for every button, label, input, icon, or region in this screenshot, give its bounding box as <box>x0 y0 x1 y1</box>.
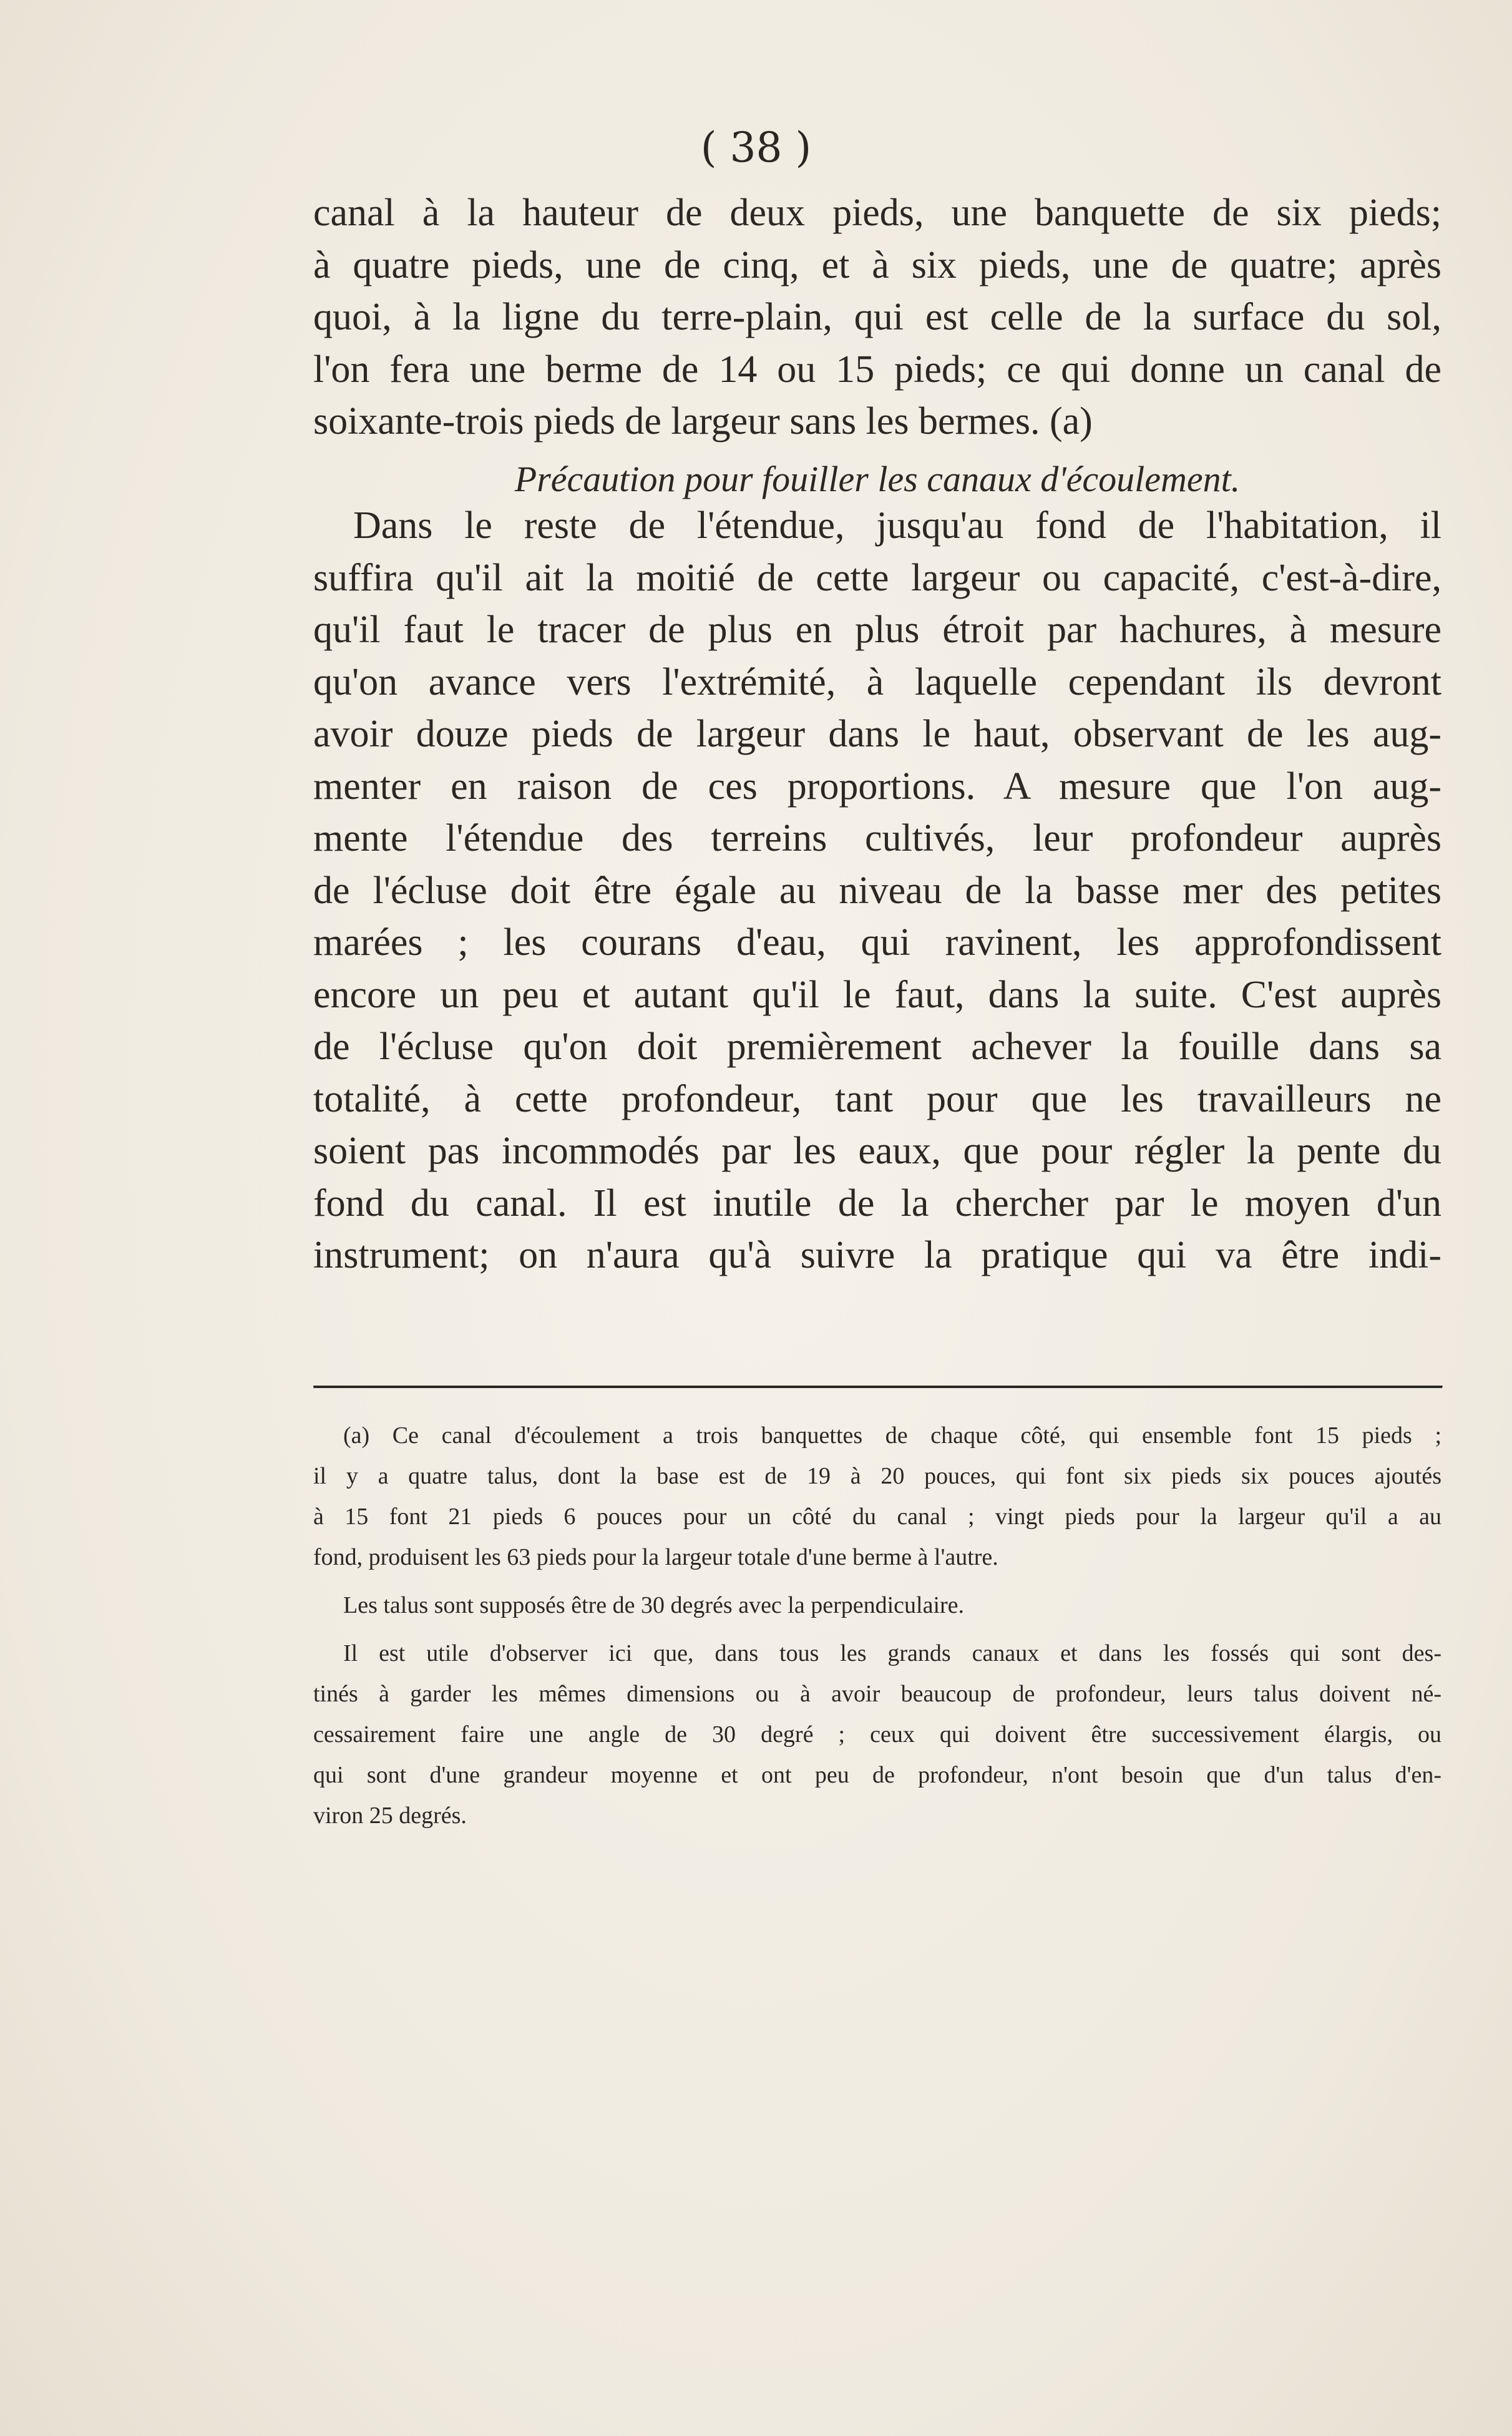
text-line: de l'écluse doit être égale au niveau de la basse mer des petites <box>313 869 1441 912</box>
text-line: canal à la hauteur de deux pieds, une banquette de six pieds; <box>313 192 1441 234</box>
text-line: avoir douze pieds de largeur dans le haut, observant de les aug- <box>313 713 1441 755</box>
footnote-line: qui sont d'une grandeur moyenne et ont peu de profondeur, n'ont besoin que d'un talus d'en- <box>313 1762 1441 1788</box>
text-line: menter en raison de ces proportions. A mesure que l'on aug- <box>313 765 1441 808</box>
text-line: soient pas incommodés par les eaux, que pour régler la pente du <box>313 1130 1441 1172</box>
footnote-line: tinés à garder les mêmes dimensions ou à avoir beaucoup de profondeur, leurs talus doivent né- <box>313 1681 1441 1707</box>
text-line: totalité, à cette profondeur, tant pour que les travailleurs ne <box>313 1077 1441 1120</box>
text-line: quoi, à la ligne du terre-plain, qui est celle de la surface du sol, <box>313 296 1441 338</box>
footnote-talus <box>313 1585 1441 1626</box>
text-line: qu'on avance vers l'extrémité, à laquelle cependant ils devront <box>313 660 1441 703</box>
page-number: ( 38 ) <box>700 124 812 172</box>
footnote-line: Il est utile d'observer ici que, dans tous les grands canaux et dans les fossés qui sont des- <box>343 1640 1441 1666</box>
text-line: fond du canal. Il est inutile de la chercher par le moyen d'un <box>313 1181 1441 1225</box>
text-line: à quatre pieds, une de cinq, et à six pieds, une de quatre; après <box>313 243 1441 286</box>
text-line: suffira qu'il ait la moitié de cette largeur ou capacité, c'est-à-dire, <box>313 556 1441 599</box>
footnote-a <box>313 1416 1441 1578</box>
footnote-line: viron 25 degrés. <box>313 1803 467 1829</box>
footnote-observation <box>313 1633 1441 1836</box>
main-text <box>313 187 1441 1282</box>
footnote-line: cessairement faire une angle de 30 degré ; ceux qui doivent être successivement élargis, ou <box>313 1721 1441 1748</box>
text-line: marées ; les courans d'eau, qui ravinent, les approfondissent <box>313 921 1441 964</box>
footnote-line: il y a quatre talus, dont la base est de 19 à 20 pouces, qui font six pieds six pouces ajoutés <box>313 1463 1441 1489</box>
text-line: mente l'étendue des terreins cultivés, leur profondeur auprès <box>313 817 1441 859</box>
text-line: instrument; on n'aura qu'à suivre la pratique qui va être indi- <box>313 1234 1441 1276</box>
text-line: encore un peu et autant qu'il le faut, dans la suite. C'est auprès <box>313 973 1441 1016</box>
text-line: de l'écluse qu'on doit premièrement achever la fouille dans sa <box>313 1025 1441 1068</box>
footnote-line: fond, produisent les 63 pieds pour la largeur totale d'une berme à l'autre. <box>313 1544 998 1570</box>
text-line: qu'il faut le tracer de plus en plus étroit par hachures, à mesure <box>313 609 1441 651</box>
section-heading: Précaution pour fouiller les canaux d'écoulement. <box>514 458 1241 499</box>
footnote-line: Les talus sont supposés être de 30 degrés avec la perpendiculaire. <box>343 1592 965 1618</box>
footnote-line: (a) Ce canal d'écoulement a trois banquettes de chaque côté, qui ensemble font 15 pieds ; <box>343 1422 1441 1449</box>
text-line: Dans le reste de l'étendue, jusqu'au fond de l'habitation, il <box>353 504 1441 547</box>
footnote-divider <box>313 1386 1443 1389</box>
text-line: l'on fera une berme de 14 ou 15 pieds; ce qui donne un canal de <box>313 348 1441 391</box>
footnote-line: à 15 font 21 pieds 6 pouces pour un côté du canal ; vingt pieds pour la largeur qu'il a au <box>313 1504 1441 1530</box>
text-line: soixante-trois pieds de largeur sans les bermes. (a) <box>313 400 1093 443</box>
footnotes <box>313 1416 1441 1844</box>
